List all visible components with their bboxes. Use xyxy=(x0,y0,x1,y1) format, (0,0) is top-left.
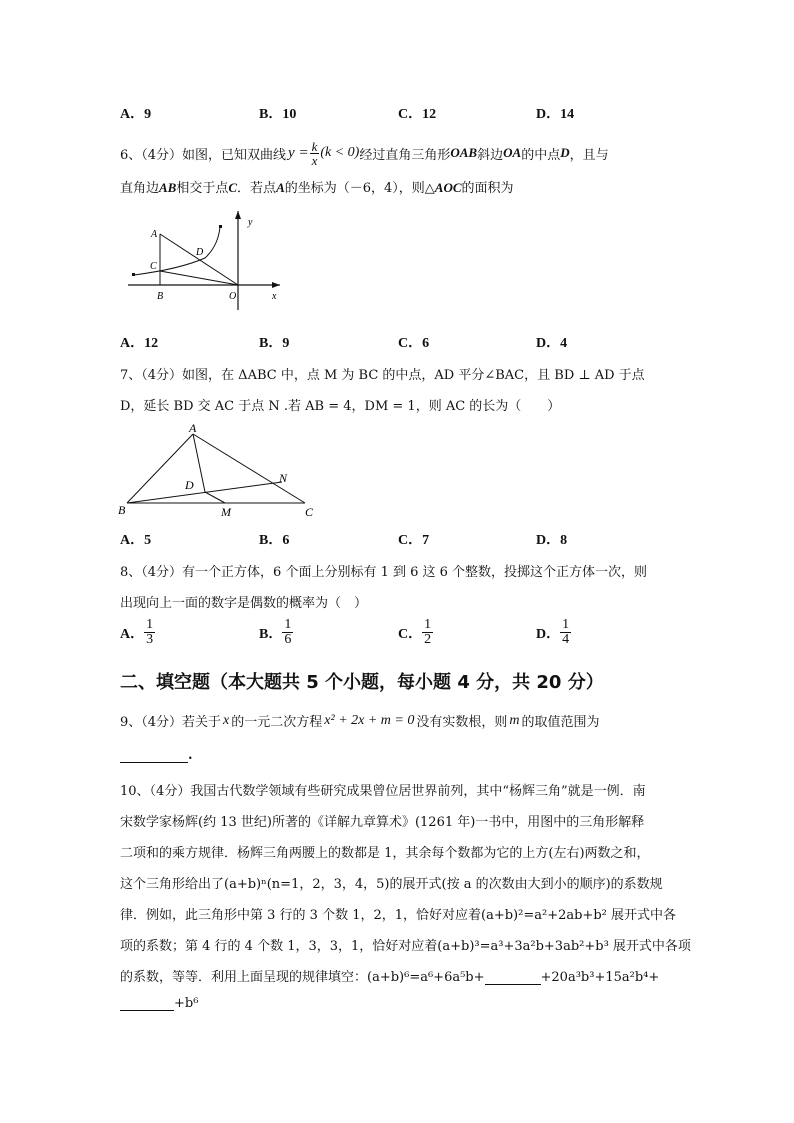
q7-label-m: M xyxy=(221,505,231,519)
q10-line7 xyxy=(120,966,659,985)
q8-option-d-den: 4 xyxy=(562,632,570,647)
q10-line7-a: 的系数，等等．利用上面呈现的规律填空：(a+b)⁶=a⁶+6a⁵b+ xyxy=(120,970,485,985)
q9-answer-line xyxy=(120,748,193,763)
q6-option-c: C．6 xyxy=(398,336,430,351)
q6-side-oa xyxy=(160,234,238,285)
q8-option-c-num: 1 xyxy=(424,617,432,632)
q6-label-a: A xyxy=(151,229,158,240)
q6-label-y: y xyxy=(248,217,253,228)
q9-var-x: x xyxy=(223,712,230,728)
q7-figure xyxy=(115,420,325,520)
section-2-heading: 二、填空题（本大题共 5 个小题，每小题 4 分，共 20 分） xyxy=(120,672,604,693)
q6-func-cond: (k < 0) xyxy=(320,145,360,160)
q8-option-a xyxy=(120,618,155,647)
q7-line1: 7、（4分）如图，在 ΔABC 中，点 M 为 BC 的中点，AD 平分∠BAC，且 BD ⊥ AD 于点 xyxy=(120,368,645,383)
q10-answer-blank-2[interactable] xyxy=(120,996,174,1011)
q5-option-b: B．10 xyxy=(259,107,297,122)
q6-hyperbola xyxy=(134,227,220,275)
q9-answer-blank[interactable] xyxy=(120,748,188,763)
q6-line2d: 的坐标为（－6，4），则△ xyxy=(284,181,435,196)
q7-option-c: C．7 xyxy=(398,533,430,548)
q8-option-a-den: 3 xyxy=(146,632,154,647)
q8-line2: 出现向上一面的数字是偶数的概率为（ ） xyxy=(120,596,368,611)
q9-end-period: . xyxy=(188,748,193,763)
q6-y-arrow-icon xyxy=(235,211,241,219)
q8-option-c xyxy=(398,618,433,647)
q5-option-a: A．9 xyxy=(120,107,152,122)
q9-text-b: 的一元二次方程 xyxy=(231,715,323,730)
q7-segment-ad xyxy=(193,434,205,492)
q9-line1 xyxy=(120,711,600,730)
q7-segment-bn xyxy=(127,482,282,503)
q10-line3: 二项和的乘方规律．杨辉三角两腰上的数都是 1，其余每个数都为它的上方(左右)两数之和， xyxy=(120,846,650,861)
q8-option-d-label: D． xyxy=(536,626,561,642)
q6-end1: ，且与 xyxy=(569,147,609,163)
q7-label-b: B xyxy=(118,503,126,517)
q8-option-c-den: 2 xyxy=(424,632,432,647)
q10-line8-end: +b⁶ xyxy=(174,996,199,1011)
q6-prefix: 6、（4分）如图，已知双曲线 xyxy=(120,147,287,163)
q6-aoc: AOC xyxy=(434,180,462,195)
q6-func-y: y = xyxy=(288,144,309,161)
q6-c: C xyxy=(228,180,238,195)
q8-option-b-fraction xyxy=(282,618,293,647)
q6-d: D xyxy=(560,145,570,160)
q6-label-x: x xyxy=(272,291,277,302)
q6-label-d: D xyxy=(196,247,204,258)
q7-label-a: A xyxy=(189,421,197,435)
q6-line2b: 相交于点 xyxy=(176,181,229,196)
q6-segment-oc xyxy=(160,271,238,285)
q6-ab: AB xyxy=(159,180,177,195)
q8-option-a-fraction xyxy=(144,618,155,647)
q6-option-a: A．12 xyxy=(120,336,159,351)
q6-figure xyxy=(120,205,290,315)
q6-option-b: B．9 xyxy=(259,336,290,351)
q8-option-c-label: C． xyxy=(398,626,423,642)
q7-segment-dm xyxy=(205,492,225,503)
q10-answer-blank-1[interactable] xyxy=(485,970,541,985)
q6-label-o: O xyxy=(229,291,237,302)
q5-option-d: D．14 xyxy=(536,107,575,122)
q8-option-a-label: A． xyxy=(120,626,145,642)
q10-line6: 项的系数；第 4 行的 4 个数 1，3，3，1，恰好对应着(a+b)³=a³+3a²b+3ab²+b³ 展开式中各项 xyxy=(120,939,691,954)
q9-text-a: 9、（4分）若关于 xyxy=(120,715,222,730)
q6-oab: OAB xyxy=(450,145,478,160)
q8-option-d xyxy=(536,618,571,647)
q6-func-den: x xyxy=(311,152,318,168)
q10-line8 xyxy=(120,996,198,1011)
q10-line2: 宋数学家杨辉(约 13 世纪)所著的《详解九章算术》(1261 年)一书中，用图中的三角形解释 xyxy=(120,815,645,830)
q6-a: A xyxy=(276,180,285,195)
q9-text-d: 的取值范围为 xyxy=(521,715,600,730)
q6-mid1: 经过直角三角形 xyxy=(359,147,451,163)
q8-option-b-label: B． xyxy=(259,626,283,642)
q6-label-c: C xyxy=(150,261,157,272)
q7-side-ab xyxy=(127,434,193,503)
q5-option-c: C．12 xyxy=(398,107,437,122)
q10-line1: 10、（4分）我国古代数学领域有些研究成果曾位居世界前列，其中“杨辉三角”就是一例．南 xyxy=(120,784,646,799)
q9-equation: x² + 2x + m = 0 xyxy=(324,712,415,728)
q6-line2a: 直角边 xyxy=(120,181,160,196)
q8-option-b xyxy=(259,618,293,647)
q6-func-num: k xyxy=(311,138,318,154)
q6-mid2: 斜边 xyxy=(477,147,504,163)
q8-option-b-den: 6 xyxy=(284,632,292,647)
q10-line7-b: +20a³b³+15a²b⁴+ xyxy=(540,970,660,985)
q10-line5: 律．例如，此三角形中第 3 行的 3 个数 1，2，1，恰好对应着(a+b)²=a²+2ab+b² 展开式中各 xyxy=(120,908,676,923)
q7-label-d: D xyxy=(185,478,194,492)
q6-mid3: 的中点 xyxy=(521,147,561,163)
q7-label-n: N xyxy=(279,471,288,485)
q6-line2 xyxy=(120,177,514,196)
q7-option-b: B．6 xyxy=(259,533,290,548)
q6-curve-end-top xyxy=(219,225,222,228)
q7-line2: D，延长 BD 交 AC 于点 N .若 AB = 4，DM = 1，则 AC 的长为（ ） xyxy=(120,399,561,414)
q8-option-d-fraction xyxy=(560,618,571,647)
q6-option-d: D．4 xyxy=(536,336,568,351)
q9-text-c: 没有实数根，则 xyxy=(416,715,508,730)
q8-option-b-num: 1 xyxy=(284,617,292,632)
q6-func-fraction xyxy=(310,140,320,167)
q8-option-c-fraction xyxy=(422,618,433,647)
q6-line2c: ．若点 xyxy=(237,181,277,196)
q8-option-d-num: 1 xyxy=(562,617,570,632)
q10-line4: 这个三角形给出了(a+b)ⁿ(n=1，2，3，4，5)的展开式(按 a 的次数由大到小的顺序)的系数规 xyxy=(120,877,663,892)
q6-oa: OA xyxy=(503,145,522,160)
q7-option-d: D．8 xyxy=(536,533,568,548)
q7-option-a: A．5 xyxy=(120,533,152,548)
q6-line1 xyxy=(120,136,609,170)
q6-x-arrow-icon xyxy=(272,282,280,288)
q9-var-m: m xyxy=(509,712,520,728)
q8-option-a-num: 1 xyxy=(146,617,154,632)
q6-label-b: B xyxy=(157,291,164,302)
q6-curve-end-left xyxy=(132,273,135,276)
q7-side-ac xyxy=(193,434,305,503)
q7-label-c: C xyxy=(305,505,314,519)
q6-line2e: 的面积为 xyxy=(461,181,514,196)
q8-line1: 8、（4分）有一个正方体，6 个面上分别标有 1 到 6 这 6 个整数，投掷这个正方体一次，则 xyxy=(120,565,648,580)
